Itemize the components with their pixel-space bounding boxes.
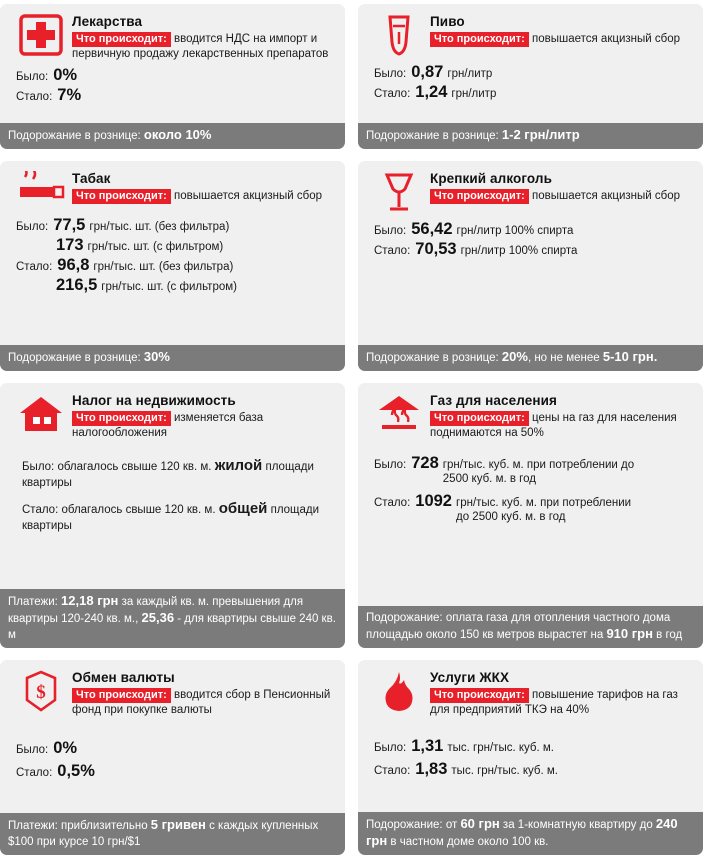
row-was: [16, 458, 335, 491]
row-emphasis: жилой: [214, 457, 263, 474]
row-unit: грн/тыс. шт. (без фильтра): [93, 261, 234, 273]
row-was: [16, 741, 335, 758]
row-label: Стало:: [16, 767, 53, 779]
row-label: Было:: [16, 71, 49, 83]
row-unit: грн/тыс. куб. м. при потреблении до 2500 куб. м. в год: [442, 459, 635, 485]
what-happens-text: повышается акцизный сбор: [531, 33, 681, 45]
card-title: Пиво: [430, 14, 465, 29]
card-body: [430, 169, 693, 204]
card-header: [368, 668, 693, 717]
dollar-icon: [10, 668, 72, 714]
row-label: Было:: [374, 459, 407, 471]
card-body: [430, 391, 693, 440]
what-happens-line: [430, 411, 691, 440]
row-unit: грн/литр: [451, 88, 497, 100]
row-value: 0%: [53, 739, 78, 757]
row-value: 1092: [415, 492, 452, 510]
card-body: [72, 391, 335, 440]
card-title: Лекарства: [72, 14, 143, 29]
wine-glass-icon: [368, 169, 430, 215]
what-happens-tag: Что происходит:: [430, 688, 529, 703]
value-rows: [368, 65, 693, 105]
what-happens-tag: Что происходит:: [430, 411, 529, 426]
red-cross-icon: [10, 12, 72, 56]
what-happens-text: повышается акцизный сбор: [531, 190, 681, 202]
row-unit: тыс. грн/тыс. куб. м.: [447, 742, 554, 754]
what-happens-line: [430, 32, 691, 47]
footer-value: 5 гривен: [150, 817, 206, 832]
card-utilities: [358, 660, 703, 855]
row-label: Стало:: [374, 245, 411, 257]
card-tobacco: [0, 161, 345, 371]
row-label: Было:: [16, 744, 49, 756]
card-title: Услуги ЖКХ: [430, 670, 510, 685]
card-body: [72, 668, 335, 717]
card-header: [10, 668, 335, 717]
row-value: 70,53: [415, 240, 457, 258]
value-rows: [10, 741, 335, 784]
what-happens-text: повышается акцизный сбор: [173, 190, 323, 202]
card-footer: [358, 123, 703, 149]
card-body: [430, 12, 693, 47]
card-strong-alcohol: [358, 161, 703, 371]
footer-value-2: 5-10 грн.: [602, 349, 658, 364]
row-unit: грн/тыс. куб. м. при потреблении до 2500 куб. м. в год: [456, 497, 632, 523]
row-became: [374, 85, 693, 102]
card-footer: [358, 345, 703, 371]
row-label: Было:: [22, 461, 55, 473]
row-was: [374, 739, 693, 756]
gas-heater-icon: [368, 391, 430, 435]
what-happens-line: [72, 32, 333, 61]
what-happens-text: вводится НДС на импорт и первичную продажу лекарственных препаратов: [72, 33, 329, 60]
beer-glass-icon: [368, 12, 430, 58]
row-unit: грн/тыс. шт. (с фильтром): [87, 241, 224, 253]
row-value: 728: [411, 454, 439, 472]
what-happens-tag: Что происходит:: [72, 32, 171, 47]
row-unit: грн/тыс. шт. (с фильтром): [101, 281, 237, 293]
row-was: [16, 218, 335, 235]
card-footer: [0, 345, 345, 371]
what-happens-line: [430, 688, 691, 717]
card-header: [10, 12, 335, 61]
row-post: площади квартиры: [22, 504, 320, 532]
row-became: [374, 494, 693, 524]
card-footer: Платежи: приблизительно 5 гривен с каждых купленных $100 при курсе 10 грн/$1: [0, 813, 345, 855]
row-label: Стало:: [16, 91, 53, 103]
footer-prefix: Подорожание:: [366, 612, 443, 624]
footer-prefix: Подорожание в рознице:: [366, 352, 499, 364]
card-footer: Подорожание: оплата газа для отопления частного дома площадью около 150 кв метров вырастет на 910 грн в год: [358, 606, 703, 648]
footer-value-2: 25,36: [141, 610, 175, 625]
row-label: Стало:: [16, 261, 53, 273]
what-happens-tag: Что происходит:: [72, 688, 171, 703]
what-happens-text: вводится сбор в Пенсионный фонд при покупке валюты: [72, 689, 331, 716]
row-became: [16, 258, 335, 275]
row-value: 0,5%: [57, 762, 95, 780]
row-post: площади квартиры: [22, 461, 314, 489]
what-happens-line: [430, 189, 691, 204]
footer-mid: , но не менее: [527, 352, 600, 364]
what-happens-tag: Что происходит:: [430, 189, 529, 204]
row-became-2: [56, 278, 335, 295]
card-currency-exchange: [0, 660, 345, 855]
row-was: [374, 222, 693, 239]
footer-prefix: Платежи:: [8, 820, 58, 832]
row-label: Было:: [374, 68, 407, 80]
footer-value-2: 240 грн: [366, 816, 678, 848]
row-value: 173: [56, 236, 84, 254]
what-happens-line: [72, 688, 333, 717]
row-was: [374, 456, 693, 486]
value-rows: [368, 739, 693, 782]
row-value: 0,87: [411, 63, 444, 81]
row-value: 7%: [57, 86, 82, 104]
footer-prefix: Подорожание:: [366, 819, 443, 831]
row-was: [16, 68, 335, 85]
row-became: [16, 764, 335, 781]
value-rows: [10, 218, 335, 298]
footer-prefix: Подорожание в рознице:: [8, 352, 141, 364]
row-unit: грн/тыс. шт. (без фильтра): [89, 221, 230, 233]
card-property-tax: [0, 383, 345, 648]
spacer: [10, 538, 335, 589]
spacer: [10, 108, 335, 123]
spacer: [368, 105, 693, 123]
card-header: [368, 169, 693, 215]
value-rows: [368, 456, 693, 527]
card-medicine: [0, 4, 345, 149]
row-label: Стало:: [374, 497, 411, 509]
card-header: [368, 391, 693, 440]
row-became: [374, 242, 693, 259]
row-value: 77,5: [53, 216, 86, 234]
cigarette-icon: [10, 169, 72, 211]
row-value: 0%: [53, 66, 78, 84]
value-rows: [10, 68, 335, 108]
footer-value: около 10%: [143, 127, 212, 142]
row-was-2: [56, 238, 335, 255]
card-title: Крепкий алкоголь: [430, 171, 552, 186]
row-became: [16, 88, 335, 105]
card-footer: [0, 123, 345, 149]
card-title: Обмен валюты: [72, 670, 175, 685]
footer-value: 910 грн: [606, 626, 653, 641]
card-title: Газ для населения: [430, 393, 557, 408]
what-happens-text: повышение тарифов на газ для предприятий ТКЭ на 40%: [430, 689, 678, 716]
row-unit: грн/литр 100% спирта: [456, 225, 574, 237]
row-emphasis: общей: [218, 500, 268, 517]
row-unit: грн/литр: [447, 68, 493, 80]
row-value: 1,83: [415, 760, 448, 778]
what-happens-line: [72, 189, 333, 204]
footer-value: 30%: [143, 349, 170, 364]
house-icon: [10, 391, 72, 435]
value-rows: [10, 458, 335, 538]
row-became: [374, 762, 693, 779]
row-became: [16, 501, 335, 534]
footer-prefix: Подорожание в рознице:: [366, 130, 499, 142]
card-header: [10, 391, 335, 440]
row-label: Стало:: [22, 504, 59, 516]
card-title: Налог на недвижимость: [72, 393, 236, 408]
what-happens-line: [72, 411, 333, 440]
footer-value: 20%: [501, 349, 528, 364]
row-unit: грн/литр 100% спирта: [460, 245, 578, 257]
flame-icon: [368, 668, 430, 714]
footer-value: 12,18 грн: [61, 593, 119, 608]
row-label: Было:: [16, 221, 49, 233]
row-pre: облагалось свыше 120 кв. м.: [57, 461, 212, 473]
footer-prefix: Подорожание в рознице:: [8, 130, 141, 142]
spacer: [368, 527, 693, 606]
what-happens-text: цены на газ для населения поднимаются на 50%: [430, 412, 677, 439]
what-happens-tag: Что происходит:: [72, 189, 171, 204]
row-pre: облагалось свыше 120 кв. м.: [61, 504, 216, 516]
what-happens-tag: Что происходит:: [430, 32, 529, 47]
card-footer: Платежи: 12,18 грн за каждый кв. м. превышения для квартиры 120-240 кв. м., 25,36 - для квартиры свыше 240 кв. м: [0, 589, 345, 648]
card-header: [10, 169, 335, 211]
spacer: [10, 784, 335, 813]
row-unit: тыс. грн/тыс. куб. м.: [451, 765, 559, 777]
row-label: Было:: [374, 225, 407, 237]
row-value: 96,8: [57, 256, 90, 274]
footer-value: 60 грн: [460, 816, 500, 831]
row-value: 1,24: [415, 83, 448, 101]
what-happens-tag: Что происходит:: [72, 411, 171, 426]
card-gas-population: [358, 383, 703, 648]
card-header: [368, 12, 693, 58]
card-title: Табак: [72, 171, 111, 186]
card-body: [72, 169, 335, 204]
row-value: 1,31: [411, 737, 444, 755]
row-was: [374, 65, 693, 82]
spacer: [368, 782, 693, 812]
row-value: 56,42: [411, 220, 453, 238]
row-label: Стало:: [374, 88, 411, 100]
card-body: [72, 12, 335, 61]
card-footer: Подорожание: от 60 грн за 1-комнатную квартиру до 240 грн в частном доме около 100 кв.: [358, 812, 703, 855]
value-rows: [368, 222, 693, 262]
footer-value: 1-2 грн/литр: [501, 127, 580, 142]
card-beer: [358, 4, 703, 149]
row-label: Стало:: [374, 765, 411, 777]
spacer: [368, 262, 693, 345]
row-value: 216,5: [56, 276, 98, 294]
card-body: [430, 668, 693, 717]
footer-prefix: Платежи:: [8, 596, 58, 608]
row-label: Было:: [374, 742, 407, 754]
spacer: [10, 298, 335, 345]
svg-text:$: $: [36, 682, 46, 703]
what-happens-text: изменяется база налогообложения: [72, 412, 264, 439]
